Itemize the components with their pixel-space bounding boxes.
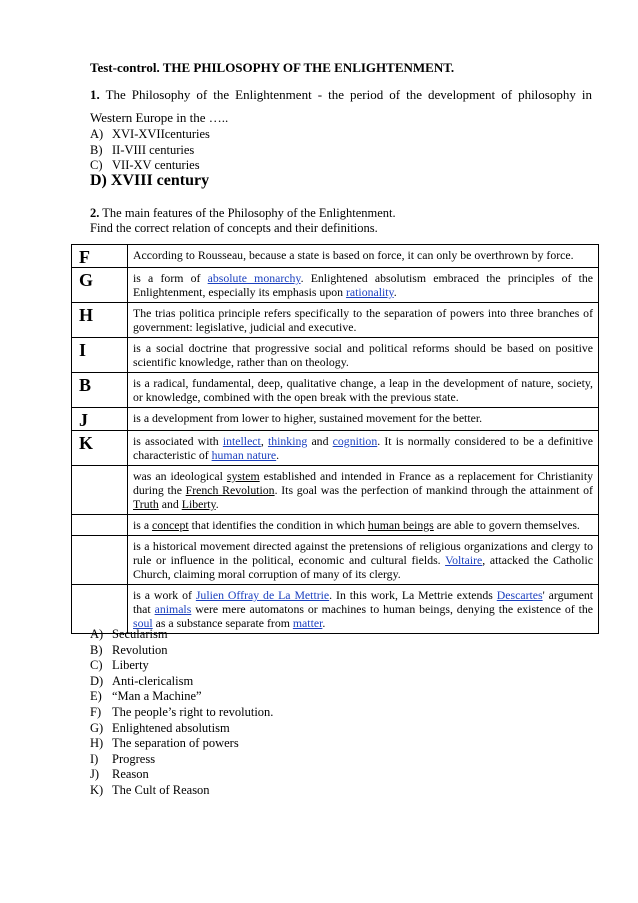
answer-option-label: F) (90, 704, 102, 719)
definition-letter: F (72, 245, 128, 268)
definition-row (72, 431, 599, 466)
definition-letter: H (72, 303, 128, 338)
answer-option (90, 705, 273, 721)
underlined-term: concept (152, 518, 189, 532)
definition-letter: I (72, 338, 128, 373)
definition-text-segment: , (260, 434, 268, 448)
hyperlink[interactable]: cognition (332, 434, 378, 448)
definition-row (72, 268, 599, 303)
question-1-number: 1. (90, 87, 100, 102)
definition-text-segment: established and intended in France as a replacement for Christianity during the (133, 469, 593, 497)
definition-text-segment: is a form of (133, 271, 208, 285)
definition-text-segment: as a substance separate from (152, 616, 293, 630)
option-text: II-VIII centuries (112, 142, 195, 157)
answer-option-text: Progress (112, 751, 156, 766)
answer-option-label: K) (90, 782, 104, 797)
answer-option-label: J) (90, 767, 100, 782)
answer-option (90, 752, 273, 768)
definition-text-segment: that identifies the condition in which (188, 518, 368, 532)
definition-letter (72, 515, 128, 536)
answer-option-label: D) (90, 673, 104, 688)
answer-option-label: C) (90, 658, 103, 673)
definition-text-segment: is a historical movement directed against the pretensions of religious organizations and clergy to rule or influence in the political, economic and cultural fields. (133, 539, 593, 567)
underlined-term: human beings (367, 518, 434, 532)
answer-option (90, 643, 273, 659)
hyperlink[interactable]: rationality (345, 285, 394, 299)
question-1-answer: D) XVIII century (90, 172, 210, 189)
answer-option-text: Reason (112, 767, 149, 782)
definition-text-segment: and (158, 497, 182, 511)
hyperlink[interactable]: animals (154, 602, 192, 616)
hyperlink[interactable]: Descartes (496, 588, 543, 602)
option-label: A) (90, 127, 104, 141)
definition-text-segment: were mere automatons or machines to human beings, denying the existence of the (191, 602, 593, 616)
definition-text (128, 245, 599, 268)
definition-text-segment: is a development from lower to higher, sustained movement for the better. (133, 411, 483, 425)
answer-option (90, 658, 273, 674)
hyperlink[interactable]: intellect (222, 434, 261, 448)
answer-options-list (90, 627, 273, 799)
question-1 (90, 83, 592, 129)
definition-row (72, 245, 599, 268)
answer-option-label: B) (90, 642, 103, 657)
definition-row (72, 338, 599, 373)
answer-option-text: “Man a Machine” (112, 689, 202, 704)
definition-text-segment: . Its goal was the perfection of mankind through the attainment of (274, 483, 593, 497)
option-row (90, 143, 210, 159)
answer-option-text: Enlightened absolutism (112, 720, 230, 735)
definition-text-segment: is a radical, fundamental, deep, qualitative change, a leap in the development of nature, society, or knowledge, combined with the open break with the previous state. (133, 376, 593, 404)
definition-text (128, 303, 599, 338)
definition-text-segment: . Enlightened absolutism embraced the principles of the Enlightenment, especially its emphasis upon (133, 271, 594, 299)
answer-option-text: The people’s right to revolution. (112, 704, 274, 719)
underlined-term: French Revolution (185, 483, 275, 497)
option-text: VII-XV centuries (112, 158, 200, 172)
hyperlink[interactable]: absolute monarchy (207, 271, 301, 285)
answer-option-label: H) (90, 736, 104, 751)
option-text: XVI-XVIIcenturies (112, 127, 210, 141)
definition-text-segment: , attacked the Catholic Church, claiming moral corruption of many of its clergy. (133, 553, 593, 581)
definition-text (128, 373, 599, 408)
definition-text-segment: ' argument that (133, 588, 593, 616)
definition-text-segment: . In this work, La Mettrie extends (329, 588, 497, 602)
definition-text-segment: are able to govern themselves. (433, 518, 580, 532)
underlined-term: system (226, 469, 260, 483)
definition-text-segment: is a social doctrine that progressive social and political reforms should be based on positive scientific knowledge, rather than on theology. (133, 341, 593, 369)
hyperlink[interactable]: Julien Offray de La Mettrie (195, 588, 330, 602)
answer-option (90, 767, 273, 783)
definition-row (72, 536, 599, 585)
definition-text (128, 268, 599, 303)
document-title: Test-control. THE PHILOSOPHY OF THE ENLIGHTENMENT. (90, 60, 455, 75)
definitions-table (71, 244, 599, 634)
answer-option-label: G) (90, 720, 104, 735)
answer-option (90, 689, 273, 705)
definition-text (128, 515, 599, 536)
answer-option-text: The Cult of Reason (112, 782, 210, 797)
definition-letter (72, 466, 128, 515)
answer-option (90, 721, 273, 737)
answer-option-text: Liberty (112, 658, 149, 673)
question-1-text: The Philosophy of the Enlightenment - the period of the development of philosophy in Western Europe in the ….. (90, 87, 593, 125)
answer-option-text: The separation of powers (112, 736, 239, 751)
definition-letter (72, 536, 128, 585)
question-2-text: The main features of the Philosophy of the Enlightenment. (102, 206, 396, 220)
answer-option (90, 674, 273, 690)
definition-text-segment: . (276, 448, 280, 462)
option-label: C) (90, 158, 103, 172)
answer-option-label: A) (90, 627, 104, 641)
definition-text-segment: . (215, 497, 219, 511)
question-2-line-1 (90, 206, 396, 221)
definition-text-segment: . (322, 616, 326, 630)
definition-letter: J (72, 408, 128, 431)
underlined-term: Truth (133, 497, 159, 511)
definition-text-segment: The trias politica principle refers specifically to the separation of powers into three branches of government: legislative, judicial and executive. (133, 306, 593, 334)
definition-text-segment: . It is normally considered to be a definitive characteristic of (133, 434, 594, 462)
definition-text-segment: was an ideological (133, 469, 227, 483)
definition-text-segment: is a work of (133, 588, 196, 602)
answer-option-text: Revolution (112, 642, 168, 657)
answer-option (90, 627, 273, 643)
definition-text (128, 338, 599, 373)
hyperlink[interactable]: thinking (267, 434, 308, 448)
definition-text-segment: . (393, 285, 397, 299)
definition-row (72, 466, 599, 515)
definition-text (128, 408, 599, 431)
definition-row (72, 303, 599, 338)
definition-row (72, 515, 599, 536)
answer-option-text: Secularism (112, 627, 168, 641)
definition-text-segment: and (307, 434, 333, 448)
answer-option-text: Anti-clericalism (112, 673, 194, 688)
definition-letter: K (72, 431, 128, 466)
hyperlink[interactable]: matter (292, 616, 323, 630)
definition-row (72, 408, 599, 431)
underlined-term: Liberty (181, 497, 216, 511)
definition-letter: G (72, 268, 128, 303)
hyperlink[interactable]: soul (133, 616, 153, 630)
definition-text (128, 536, 599, 585)
question-2-instruction: Find the correct relation of concepts and their definitions. (90, 221, 378, 235)
definition-text-segment: is a (133, 518, 153, 532)
definition-text-segment: According to Rousseau, because a state is based on force, it can only be overthrown by force. (133, 248, 574, 262)
answer-option-label: I) (90, 751, 99, 766)
question-2 (90, 206, 396, 236)
option-label: B) (90, 142, 103, 157)
hyperlink[interactable]: human nature (211, 448, 277, 462)
definition-text (128, 466, 599, 515)
question-1-options (90, 127, 210, 174)
definition-text-segment: is associated with (133, 434, 223, 448)
question-2-number: 2. (90, 206, 100, 220)
answer-option (90, 736, 273, 752)
answer-option (90, 783, 273, 799)
definition-letter: B (72, 373, 128, 408)
hyperlink[interactable]: Voltaire (445, 553, 483, 567)
definition-text (128, 431, 599, 466)
answer-option-label: E) (90, 689, 102, 704)
option-row (90, 127, 210, 143)
definition-row (72, 373, 599, 408)
